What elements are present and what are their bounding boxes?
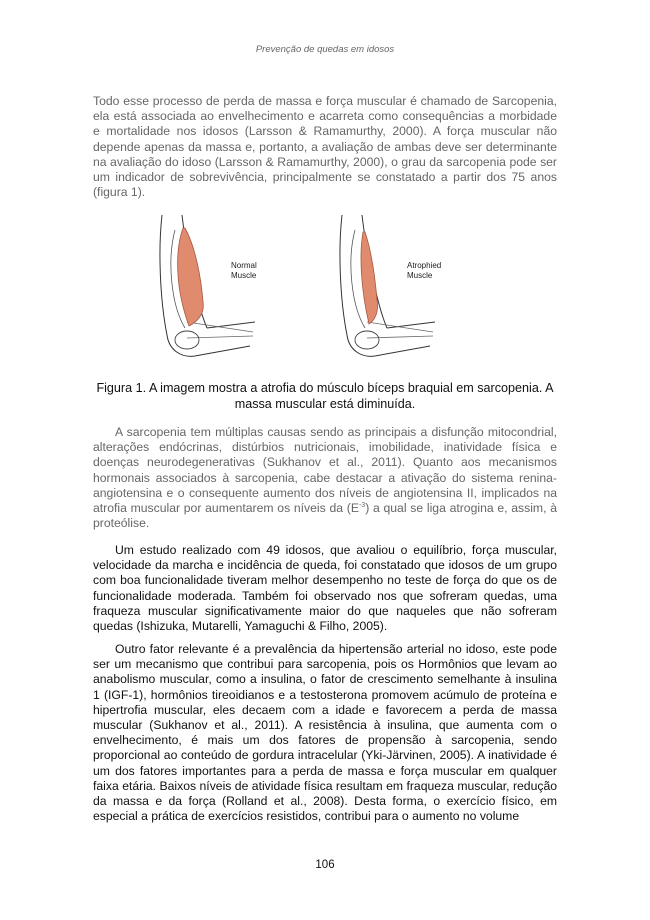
paragraph-causes bbox=[93, 425, 557, 531]
running-header: Prevenção de quedas em idosos bbox=[255, 44, 395, 55]
atrophied-arm-illustration bbox=[340, 215, 435, 356]
paragraph-study: Um estudo realizado com 49 idosos, que avaliou o equilíbrio, força muscular, velocidade da marcha e incidência de queda, foi constatado que idosos de um grupo com boa funcionalidade tiveram melhor desempenho no teste de força do que os de funcionalidade moderada. Também foi observado nos que sofreram quedas, uma fraqueza muscular significativamente maior do que naqueles que não sofreram quedas (Ishizuka, Mutarelli, Yamaguchi & Filho, 2005). bbox=[93, 543, 557, 634]
paragraph-hypertension: Outro fator relevante é a prevalência da hipertensão arterial no idoso, este pode ser um mecanismo que contribui para sarcopenia, pois os Hormônios que levam ao anabolismo muscular, como a insulina, o fator de crescimento semelhante à insulina 1 (IGF-1), hormônios tireoidianos e a testosterona promovem acúmulo de proteína e hipertrofia muscular, eles decaem com a idade e favorecem a perda de massa muscular (Sukhanov et al., 2011). A resistência à insulina, que aumenta com o envelhecimento, é mais um dos fatores de propensão à sarcopenia, sendo proporcional ao conteúdo de gordura intracelular (Yki-Järvinen, 2005). A inatividade é um dos fatores importantes para a perda de massa e força muscular em qualquer faixa etária. Baixos níveis de atividade física resultam em fraqueza muscular, redução da massa e da força (Rolland et al., 2008). Desta forma, o exercício físico, em especial a prática de exercícios resistidos, contribui para o aumento no volume bbox=[93, 642, 557, 824]
figure-caption: Figura 1. A imagem mostra a atrofia do músculo bíceps braquial em sarcopenia. A massa muscular está diminuída. bbox=[96, 381, 554, 411]
figure-arm-muscles bbox=[145, 210, 505, 370]
paragraph-sarcopenia-definition: Todo esse processo de perda de massa e força muscular é chamado de Sarcopenia, ela está associada ao envelhecimento e acarreta como consequências a morbidade e mortalidade nos idosos (Larsson & Ramamurthy, 2000). A força muscular não depende apenas da massa e, portanto, a avaliação de ambas deve ser determinante na avaliação do idoso (Larsson & Ramamurthy, 2000), o grau da sarcopenia pode ser um indicador de sobrevivência, principalmente se constatado a partir dos 75 anos (figura 1). bbox=[93, 94, 557, 200]
causes-text: A sarcopenia tem múltiplas causas sendo as principais a disfunção mitocondrial, alterações endócrinas, distúrbios nutricionais, imobilidade, inatividade física e doenças neurodegenerativas (Sukhanov et al., 2011). Quanto aos mecanismos hormonais associados à sarcopenia, cabe destacar a ativação do sistema renina-angiotensina e o consequente aumento dos níveis de angiotensina II, implicados na atrofia muscular por aumentarem os níveis da (E bbox=[93, 425, 557, 516]
page-number: 106 bbox=[315, 859, 335, 871]
label-atrophied: Atrophied bbox=[407, 261, 442, 270]
normal-arm-illustration bbox=[160, 215, 255, 356]
atrophied-muscle bbox=[361, 232, 378, 324]
superscript: -3 bbox=[358, 501, 366, 509]
label-atrophied-muscle: Muscle bbox=[407, 271, 433, 280]
normal-muscle bbox=[178, 228, 204, 326]
label-normal: Normal bbox=[231, 261, 257, 270]
causes-text-end: ) a qual se liga atrogina e, assim, à proteólise. bbox=[93, 501, 557, 531]
label-normal-muscle: Muscle bbox=[231, 271, 257, 280]
